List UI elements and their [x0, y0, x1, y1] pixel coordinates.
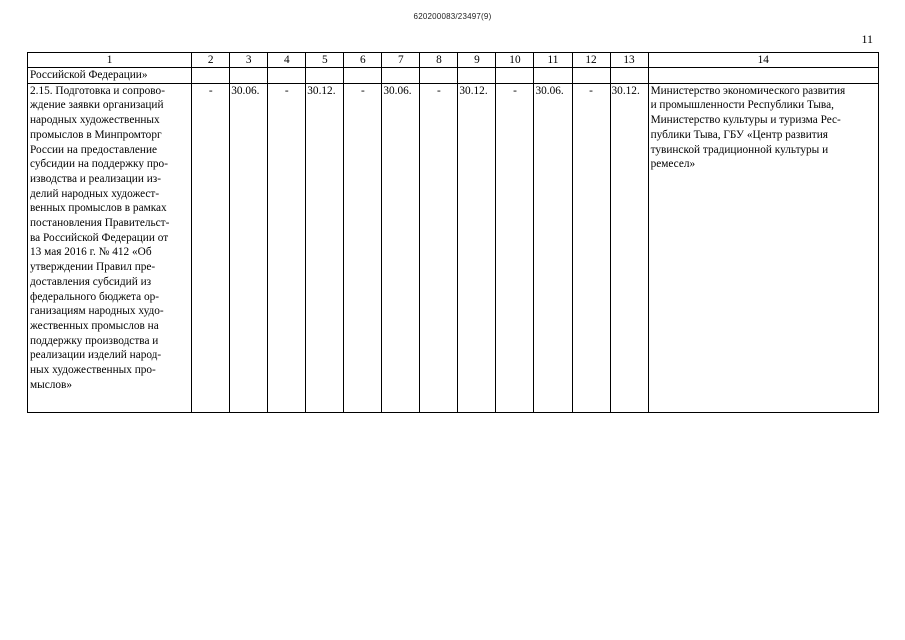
empty-cell	[572, 68, 610, 84]
column-header-10: 10	[496, 53, 534, 68]
cell-col-10: -	[496, 83, 534, 412]
table-row-2-15	[28, 83, 879, 412]
column-number-header-row	[28, 53, 879, 68]
page-number: 11	[861, 32, 873, 46]
empty-cell	[382, 68, 420, 84]
empty-cell	[192, 68, 230, 84]
empty-cell	[230, 68, 268, 84]
cell-col-4: -	[268, 83, 306, 412]
cell-col-2: -	[192, 83, 230, 412]
measure-description: 2.15. Подготовка и сопрово- ждение заявки организаций народных художественных промыслов в Минпромторг России на предоставление субсидии на поддержку про- изводства и реализации из- делий народных художест- венных промыслов в рамках постановления Правительст- ва Российской Федерации от 13 мая 2016 г. № 412 «Об утверждении Правил пре- доставления субсидий из федерального бюджета ор- ганизациям народных худо- жественных промыслов на поддержку производства и реализации изделий народ- ных художественных про- мыслов»	[28, 83, 192, 412]
empty-cell	[534, 68, 572, 84]
empty-cell	[420, 68, 458, 84]
column-header-4: 4	[268, 53, 306, 68]
cell-col-9: 30.12.	[458, 83, 496, 412]
column-header-1: 1	[28, 53, 192, 68]
column-header-13: 13	[610, 53, 648, 68]
document-barcode-id: 620200083/23497(9)	[413, 12, 492, 21]
column-header-7: 7	[382, 53, 420, 68]
column-header-14: 14	[648, 53, 878, 68]
column-header-2: 2	[192, 53, 230, 68]
column-header-8: 8	[420, 53, 458, 68]
column-header-12: 12	[572, 53, 610, 68]
continuation-text: Российской Федерации»	[28, 68, 192, 84]
column-header-9: 9	[458, 53, 496, 68]
cell-col-5: 30.12.	[306, 83, 344, 412]
responsible-executors: Министерство экономического развития и промышленности Республики Тыва, Министерство культуры и туризма Рес- публики Тыва, ГБУ «Центр развития тувинской традиционной культуры и ремесел»	[648, 83, 878, 412]
empty-cell	[344, 68, 382, 84]
cell-col-7: 30.06.	[382, 83, 420, 412]
measures-table	[27, 52, 879, 413]
cell-col-11: 30.06.	[534, 83, 572, 412]
empty-cell	[458, 68, 496, 84]
empty-cell	[610, 68, 648, 84]
continuation-row	[28, 68, 879, 84]
column-header-5: 5	[306, 53, 344, 68]
empty-cell	[306, 68, 344, 84]
column-header-11: 11	[534, 53, 572, 68]
column-header-6: 6	[344, 53, 382, 68]
empty-cell	[496, 68, 534, 84]
cell-col-6: -	[344, 83, 382, 412]
cell-col-8: -	[420, 83, 458, 412]
cell-col-3: 30.06.	[230, 83, 268, 412]
cell-col-12: -	[572, 83, 610, 412]
empty-cell	[648, 68, 878, 84]
cell-col-13: 30.12.	[610, 83, 648, 412]
column-header-3: 3	[230, 53, 268, 68]
empty-cell	[268, 68, 306, 84]
